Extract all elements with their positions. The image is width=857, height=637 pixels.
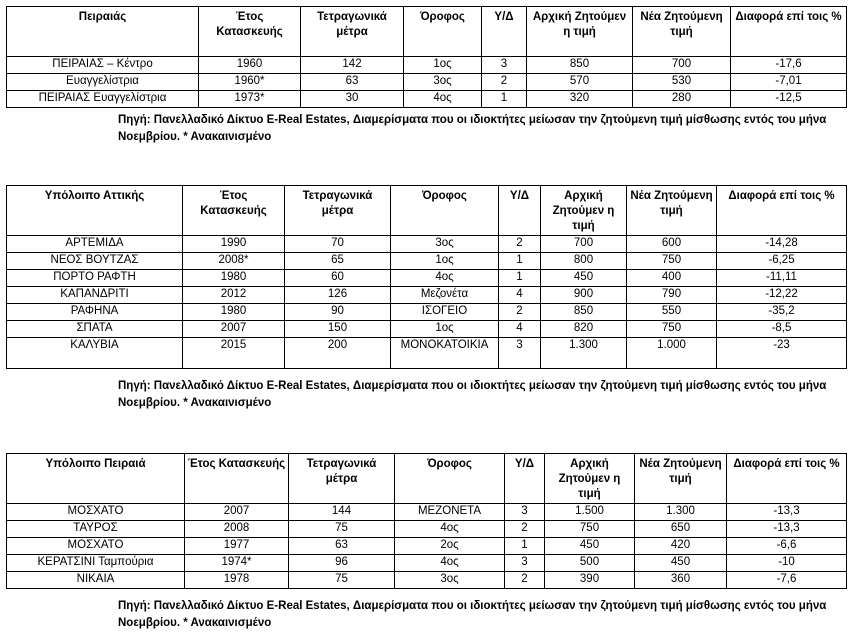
cell: 142 [301,57,404,74]
cell: 900 [541,287,627,304]
cell: ΠΕΙΡΑΙΑΣ Ευαγγελίστρια [7,91,199,108]
cell: 360 [635,572,727,589]
header-initial-price: Αρχική Ζητούμεν η τιμή [527,7,633,57]
cell: 500 [545,555,635,572]
cell: 2007 [183,321,285,338]
cell: 2008 [185,521,289,538]
cell: 3ος [391,236,499,253]
cell: 2015 [183,338,285,369]
cell: Μεζονέτα [391,287,499,304]
cell: 320 [527,91,633,108]
cell: 700 [541,236,627,253]
cell: 3 [482,57,527,74]
cell: -14,28 [717,236,847,253]
cell: -17,6 [731,57,847,74]
table-row [7,572,847,589]
cell: -8,5 [717,321,847,338]
cell: -11,11 [717,270,847,287]
table-row [7,270,847,287]
header-sqm: Τετραγωνικά μέτρα [301,7,404,57]
cell: 1980 [183,270,285,287]
table-header [7,454,847,504]
cell: 200 [285,338,391,369]
cell: 65 [285,253,391,270]
table-row [7,321,847,338]
cell: ΜΕΖΟΝΕΤΑ [395,504,505,521]
header-floor: Όροφος [391,186,499,236]
table-row [7,287,847,304]
table-piraeus [6,6,847,108]
cell: 2 [505,521,545,538]
cell: 1ος [391,321,499,338]
cell: 850 [541,304,627,321]
cell: 2 [482,74,527,91]
header-year: Έτος Κατασκευής [183,186,285,236]
cell: 90 [285,304,391,321]
header-diff: Διαφορά επί τοις % [717,186,847,236]
source-note: Πηγή: Πανελλαδικό Δίκτυο E-Real Estates, Διαμερίσματα που οι ιδιοκτήτες μείωσαν την ζητούμενη τιμή μίσθωσης εντός του μήνα Νοεμβρίου. * Ανακαινισμένο [118,380,827,409]
cell: 600 [627,236,717,253]
cell: ΤΑΥΡΟΣ [7,521,185,538]
cell: 1974* [185,555,289,572]
table-row [7,521,847,538]
cell: 1 [482,91,527,108]
cell: 4ος [395,555,505,572]
header-new-price: Νέα Ζητούμενη τιμή [627,186,717,236]
cell: 790 [627,287,717,304]
cell: 1 [499,253,541,270]
table-row [7,538,847,555]
cell: 1980 [183,304,285,321]
header-area: Υπόλοιπο Αττικής [7,186,183,236]
cell: 570 [527,74,633,91]
cell: -7,6 [727,572,847,589]
cell: -13,3 [727,521,847,538]
header-area: Υπόλοιπο Πειραιά [7,454,185,504]
header-year: Έτος Κατασκευής [185,454,289,504]
cell: 4ος [391,270,499,287]
header-year: Έτος Κατασκευής [199,7,301,57]
source-note: Πηγή: Πανελλαδικό Δίκτυο E-Real Estates, Διαμερίσματα που οι ιδιοκτήτες μείωσαν την ζητούμενη τιμή μίσθωσης εντός του μήνα Νοεμβρίου. * Ανακαινισμένο [118,114,827,143]
cell: 3 [505,504,545,521]
cell: ΝΕΟΣ ΒΟΥΤΖΑΣ [7,253,183,270]
cell: 750 [545,521,635,538]
cell: 3ος [404,74,482,91]
table-header [7,186,847,236]
cell: 1 [505,538,545,555]
cell: 1.300 [541,338,627,369]
cell: -10 [727,555,847,572]
cell: 850 [527,57,633,74]
cell: 1978 [185,572,289,589]
cell: 3 [505,555,545,572]
cell: ΚΑΛΥΒΙΑ [7,338,183,369]
cell: 4ος [404,91,482,108]
header-sqm: Τετραγωνικά μέτρα [289,454,395,504]
cell: 2012 [183,287,285,304]
cell: 280 [633,91,731,108]
cell: -12,5 [731,91,847,108]
cell: -6,25 [717,253,847,270]
cell: 400 [627,270,717,287]
cell: 650 [635,521,727,538]
cell: 1.300 [635,504,727,521]
source-note: Πηγή: Πανελλαδικό Δίκτυο E-Real Estates, Διαμερίσματα που οι ιδιοκτήτες μείωσαν την ζητούμενη τιμή μίσθωσης εντός του μήνα Νοεμβρίου. * Ανακαινισμένο [118,600,827,629]
header-bedrooms: Υ/Δ [482,7,527,57]
cell: 700 [633,57,731,74]
cell: 96 [289,555,395,572]
cell: ΚΕΡΑΤΣΙΝΙ Ταμπούρια [7,555,185,572]
cell: 1990 [183,236,285,253]
table-row [7,74,847,91]
cell: 450 [541,270,627,287]
table-row [7,504,847,521]
cell: 1960 [199,57,301,74]
cell: 60 [285,270,391,287]
cell: ΠΟΡΤΟ ΡΑΦΤΗ [7,270,183,287]
header-area: Πειραιάς [7,7,199,57]
cell: ΑΡΤΕΜΙΔΑ [7,236,183,253]
table-row [7,91,847,108]
cell: 390 [545,572,635,589]
cell: -7,01 [731,74,847,91]
cell: 75 [289,572,395,589]
cell: ΠΕΙΡΑΙΑΣ – Κέντρο [7,57,199,74]
table-rest-of-attica [6,185,847,369]
header-initial-price: Αρχική Ζητούμεν η τιμή [545,454,635,504]
cell: ΝΙΚΑΙΑ [7,572,185,589]
table-row [7,338,847,369]
cell: 1 [499,270,541,287]
table-row [7,555,847,572]
table-header [7,7,847,57]
cell: -6,6 [727,538,847,555]
cell: 530 [633,74,731,91]
cell: 2008* [183,253,285,270]
header-sqm: Τετραγωνικά μέτρα [285,186,391,236]
header-new-price: Νέα Ζητούμενη τιμή [635,454,727,504]
cell: 144 [289,504,395,521]
cell: Ευαγγελίστρια [7,74,199,91]
cell: 75 [289,521,395,538]
cell: 3ος [395,572,505,589]
cell: 2ος [395,538,505,555]
header-floor: Όροφος [395,454,505,504]
cell: 150 [285,321,391,338]
cell: ΜΟΝΟΚΑΤΟΙΚΙΑ [391,338,499,369]
cell: 2 [499,304,541,321]
cell: 820 [541,321,627,338]
table-row [7,304,847,321]
cell: 2 [505,572,545,589]
cell: 70 [285,236,391,253]
cell: 750 [627,253,717,270]
cell: 1.000 [627,338,717,369]
cell: 1977 [185,538,289,555]
cell: ΙΣΟΓΕΙΟ [391,304,499,321]
header-bedrooms: Υ/Δ [499,186,541,236]
cell: 450 [545,538,635,555]
cell: ΜΟΣΧΑΤΟ [7,538,185,555]
header-diff: Διαφορά επί τοις % [731,7,847,57]
cell: -23 [717,338,847,369]
header-floor: Όροφος [404,7,482,57]
cell: ΚΑΠΑΝΔΡΙΤΙ [7,287,183,304]
header-new-price: Νέα Ζητούμενη τιμή [633,7,731,57]
cell: 1973* [199,91,301,108]
cell: 2007 [185,504,289,521]
table-rest-of-piraeus [6,453,847,589]
cell: 30 [301,91,404,108]
cell: 1960* [199,74,301,91]
cell: ΡΑΦΗΝΑ [7,304,183,321]
header-bedrooms: Υ/Δ [505,454,545,504]
cell: 4ος [395,521,505,538]
cell: 2 [499,236,541,253]
table-row [7,253,847,270]
cell: 3 [499,338,541,369]
table-row [7,57,847,74]
header-diff: Διαφορά επί τοις % [727,454,847,504]
cell: 1.500 [545,504,635,521]
cell: 4 [499,321,541,338]
cell: 550 [627,304,717,321]
cell: 4 [499,287,541,304]
cell: 126 [285,287,391,304]
cell: 750 [627,321,717,338]
cell: 800 [541,253,627,270]
cell: -13,3 [727,504,847,521]
cell: -12,22 [717,287,847,304]
table-row [7,236,847,253]
cell: 63 [289,538,395,555]
cell: -35,2 [717,304,847,321]
cell: 450 [635,555,727,572]
cell: 420 [635,538,727,555]
cell: ΜΟΣΧΑΤΟ [7,504,185,521]
cell: 1ος [404,57,482,74]
cell: 63 [301,74,404,91]
cell: ΣΠΑΤΑ [7,321,183,338]
cell: 1ος [391,253,499,270]
header-initial-price: Αρχική Ζητούμεν η τιμή [541,186,627,236]
